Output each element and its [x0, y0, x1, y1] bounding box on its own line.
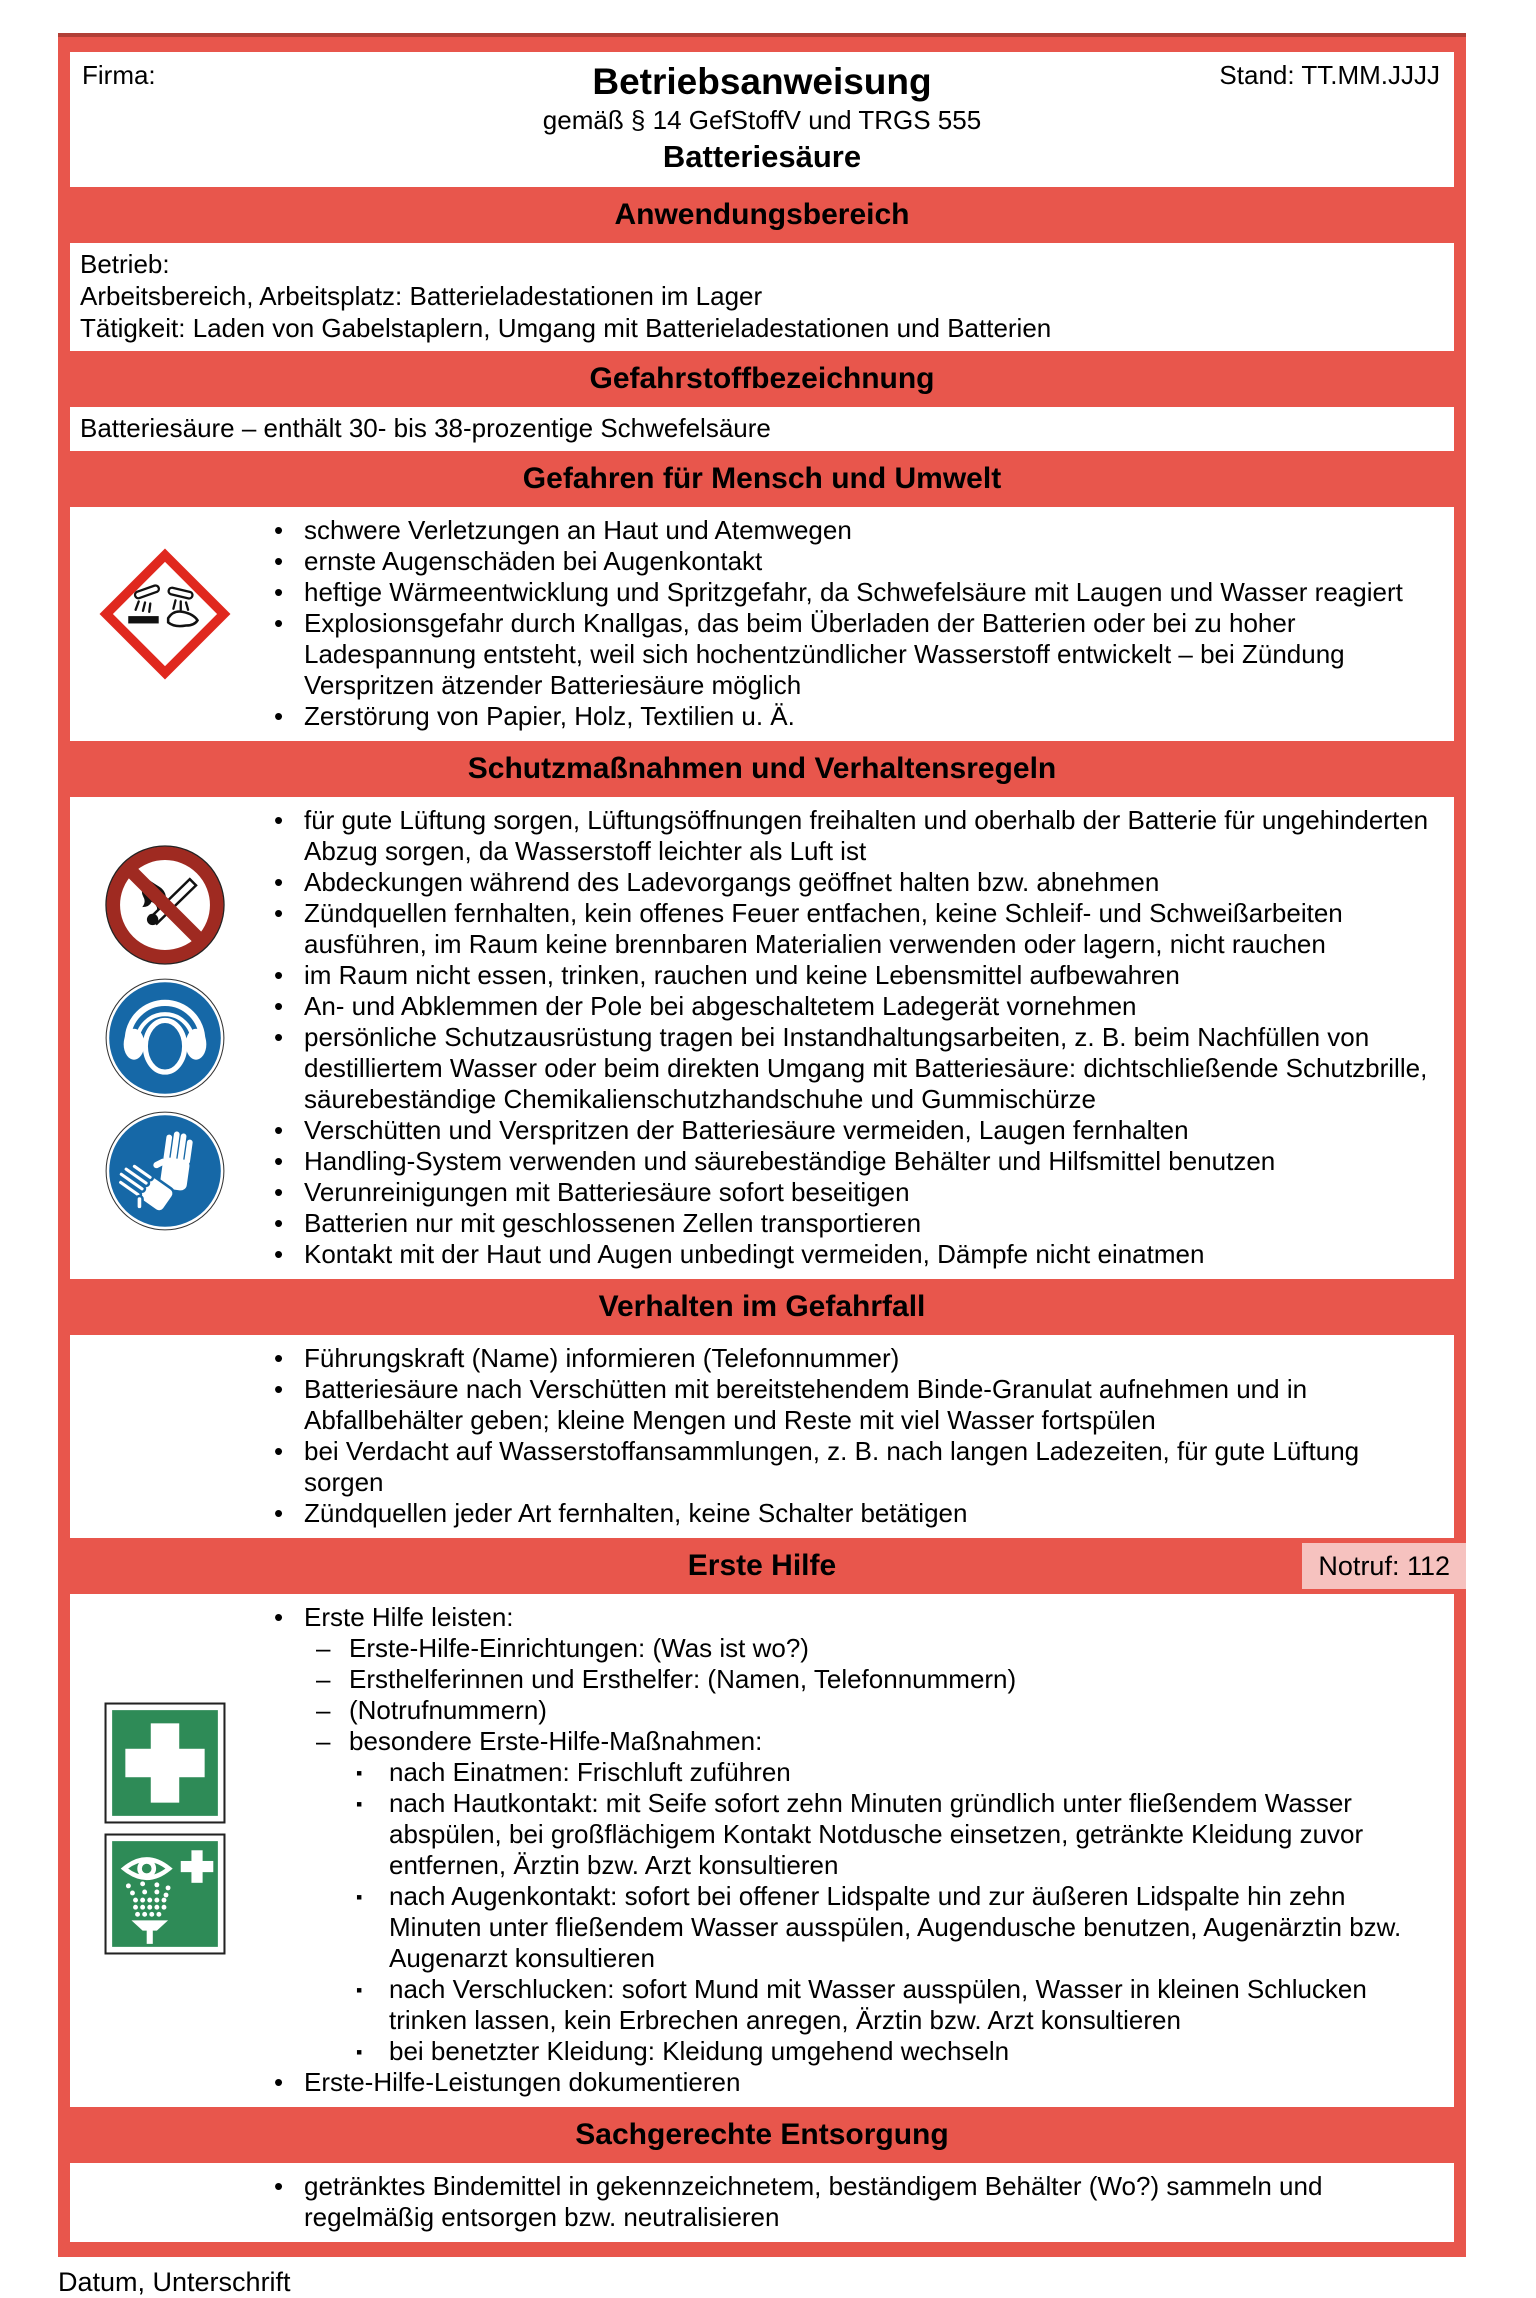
first-aid-cross-icon	[104, 1702, 226, 1824]
section-body-gefahren	[70, 507, 1454, 741]
pictogram-column	[70, 797, 260, 1233]
list-item: • An- und Abklemmen der Pole bei abgeschaltetem Ladegerät vornehmen	[260, 991, 1432, 1022]
section-band-gefahrstoffbezeichnung	[70, 356, 1454, 402]
section-body-schutzmassnahmen	[70, 797, 1454, 1279]
section-band-erste-hilfe	[70, 1543, 1454, 1589]
list-item: • bei Verdacht auf Wasserstoffansammlungen, z. B. nach langen Ladezeiten, für gute Lüftung sorgen	[260, 1436, 1432, 1498]
section-body-entsorgung	[70, 2163, 1454, 2242]
list-item: • Batteriesäure nach Verschütten mit bereitstehendem Binde-Granulat aufnehmen und in Abfallbehälter geben; kleine Mengen und Reste mit viel Wasser fortspülen	[260, 1374, 1432, 1436]
list-item: • Zerstörung von Papier, Holz, Textilien u. Ä.	[260, 701, 1432, 732]
document-frame	[58, 33, 1466, 2257]
list-item: • für gute Lüftung sorgen, Lüftungsöffnungen freihalten und oberhalb der Batterie für ungehinderten Abzug sorgen, da Wasserstoff leichter als Luft ist	[260, 805, 1432, 867]
list-item: – besondere Erste-Hilfe-Maßnahmen:	[260, 1726, 1432, 1757]
pictogram-column	[70, 507, 260, 677]
list-item: ▪ nach Einatmen: Frischluft zuführen	[260, 1757, 1432, 1788]
section-band-gefahren	[70, 456, 1454, 502]
list-item: ▪ nach Verschlucken: sofort Mund mit Wasser ausspülen, Wasser in kleinen Schlucken trinken lassen, kein Erbrechen anregen, Ärztin bzw. Arzt konsultieren	[260, 1974, 1432, 2036]
list-item: • Verschütten und Verspritzen der Batteriesäure vermeiden, Laugen fernhalten	[260, 1115, 1432, 1146]
section-heading: Sachgerechte Entsorgung	[575, 2118, 949, 2151]
signature-label: Datum, Unterschrift	[58, 2267, 291, 2297]
bullet-list	[260, 1335, 1454, 1538]
list-item: • Explosionsgefahr durch Knallgas, das beim Überladen der Batterien oder bei zu hoher Ladespannung entsteht, weil sich hochentzündlicher Wasserstoff entwickelt – bei Zündung Verspritzen ätzender Batteriesäure möglich	[260, 608, 1432, 701]
pictogram-column	[70, 1594, 260, 1955]
stand-label: Stand: TT.MM.JJJJ	[1219, 60, 1440, 90]
text-line: Tätigkeit: Laden von Gabelstaplern, Umgang mit Batterieladestationen und Batterien	[80, 313, 1052, 343]
list-item: • Führungskraft (Name) informieren (Telefonnummer)	[260, 1343, 1432, 1374]
list-item: • persönliche Schutzausrüstung tragen bei Instandhaltungsarbeiten, z. B. beim Nachfüllen von destilliertem Wasser oder beim direkten Umgang mit Batteriesäure: dichtschließende Schutzbrille, säurebeständige Chemikalienschutzhandschuhe und Gummischürze	[260, 1022, 1432, 1115]
list-item: ▪ nach Hautkontakt: mit Seife sofort zehn Minuten gründlich unter fließendem Wasser abspülen, bei großflächigem Kontakt Notdusche einsetzen, getränkte Kleidung zuvor entfernen, Ärztin bzw. Arzt konsultieren	[260, 1788, 1432, 1881]
list-item: • schwere Verletzungen an Haut und Atemwegen	[260, 515, 1432, 546]
list-item: • ernste Augenschäden bei Augenkontakt	[260, 546, 1432, 577]
text-line: Arbeitsbereich, Arbeitsplatz: Batterieladestationen im Lager	[80, 281, 763, 311]
list-item: – Ersthelferinnen und Ersthelfer: (Namen, Telefonnummern)	[260, 1664, 1432, 1695]
section-band-schutzmassnahmen	[70, 746, 1454, 792]
list-item: – Erste-Hilfe-Einrichtungen: (Was ist wo?)	[260, 1633, 1432, 1664]
section-heading: Anwendungsbereich	[614, 198, 910, 231]
ear-protection-icon	[103, 976, 227, 1100]
text-line: Batteriesäure – enthält 30- bis 38-prozentige Schwefelsäure	[80, 413, 771, 443]
firma-label: Firma:	[82, 60, 156, 90]
doc-title: Betriebsanweisung	[592, 61, 932, 102]
list-item: • Erste-Hilfe-Leistungen dokumentieren	[260, 2067, 1432, 2098]
bullet-list	[260, 797, 1454, 1279]
list-item: • Handling-System verwenden und säurebeständige Behälter und Hilfsmittel benutzen	[260, 1146, 1432, 1177]
document-header	[70, 52, 1454, 187]
text-line: Betrieb:	[80, 249, 170, 279]
list-item: • Zündquellen jeder Art fernhalten, keine Schalter betätigen	[260, 1498, 1432, 1529]
section-heading: Verhalten im Gefahrfall	[598, 1290, 926, 1323]
list-item: • Kontakt mit der Haut und Augen unbedingt vermeiden, Dämpfe nicht einatmen	[260, 1239, 1432, 1270]
list-item: • Zündquellen fernhalten, kein offenes Feuer entfachen, keine Schleif- und Schweißarbeiten ausführen, im Raum keine brennbaren Materialien verwenden oder lagern, nicht rauchen	[260, 898, 1432, 960]
bullet-list	[260, 507, 1454, 741]
hand-protection-icon	[103, 1109, 227, 1233]
doc-subtitle: gemäß § 14 GefStoffV und TRGS 555	[542, 105, 982, 135]
list-item: • Abdeckungen während des Ladevorgangs geöffnet halten bzw. abnehmen	[260, 867, 1432, 898]
no-open-flames-icon	[103, 843, 227, 967]
section-body-anwendungsbereich	[70, 243, 1454, 351]
section-band-entsorgung	[70, 2112, 1454, 2158]
substance-title: Batteriesäure	[662, 139, 862, 174]
section-heading: Erste Hilfe	[687, 1549, 837, 1582]
list-item: ▪ bei benetzter Kleidung: Kleidung umgehend wechseln	[260, 2036, 1432, 2067]
list-item: • getränktes Bindemittel in gekennzeichnetem, beständigem Behälter (Wo?) sammeln und regelmäßig entsorgen bzw. neutralisieren	[260, 2171, 1432, 2233]
list-item: • Erste Hilfe leisten:	[260, 1602, 1432, 1633]
eye-wash-station-icon	[104, 1833, 226, 1955]
list-item: • Batterien nur mit geschlossenen Zellen transportieren	[260, 1208, 1432, 1239]
notruf-badge: Notruf: 112	[1302, 1543, 1466, 1589]
section-body-gefahrfall	[70, 1335, 1454, 1538]
section-heading: Gefahren für Mensch und Umwelt	[522, 462, 1002, 495]
section-heading: Schutzmaßnahmen und Verhaltensregeln	[467, 752, 1057, 785]
section-body-gefahrstoffbezeichnung	[70, 407, 1454, 451]
section-band-gefahrfall	[70, 1284, 1454, 1330]
bullet-list	[260, 2163, 1454, 2242]
list-item: – (Notrufnummern)	[260, 1695, 1432, 1726]
list-item: • Verunreinigungen mit Batteriesäure sofort beseitigen	[260, 1177, 1432, 1208]
section-body-erste-hilfe	[70, 1594, 1454, 2107]
list-item: ▪ nach Augenkontakt: sofort bei offener Lidspalte und zur äußeren Lidspalte hin zehn Minuten unter fließendem Wasser ausspülen, Augendusche benutzen, Augenärztin bzw. Augenarzt konsultieren	[260, 1881, 1432, 1974]
section-heading: Gefahrstoffbezeichnung	[589, 362, 935, 395]
bullet-list	[260, 1594, 1454, 2107]
list-item: • im Raum nicht essen, trinken, rauchen und keine Lebensmittel aufbewahren	[260, 960, 1432, 991]
ghs05-corrosive-icon	[102, 551, 228, 677]
section-band-anwendungsbereich	[70, 192, 1454, 238]
list-item: • heftige Wärmeentwicklung und Spritzgefahr, da Schwefelsäure mit Laugen und Wasser reagiert	[260, 577, 1432, 608]
